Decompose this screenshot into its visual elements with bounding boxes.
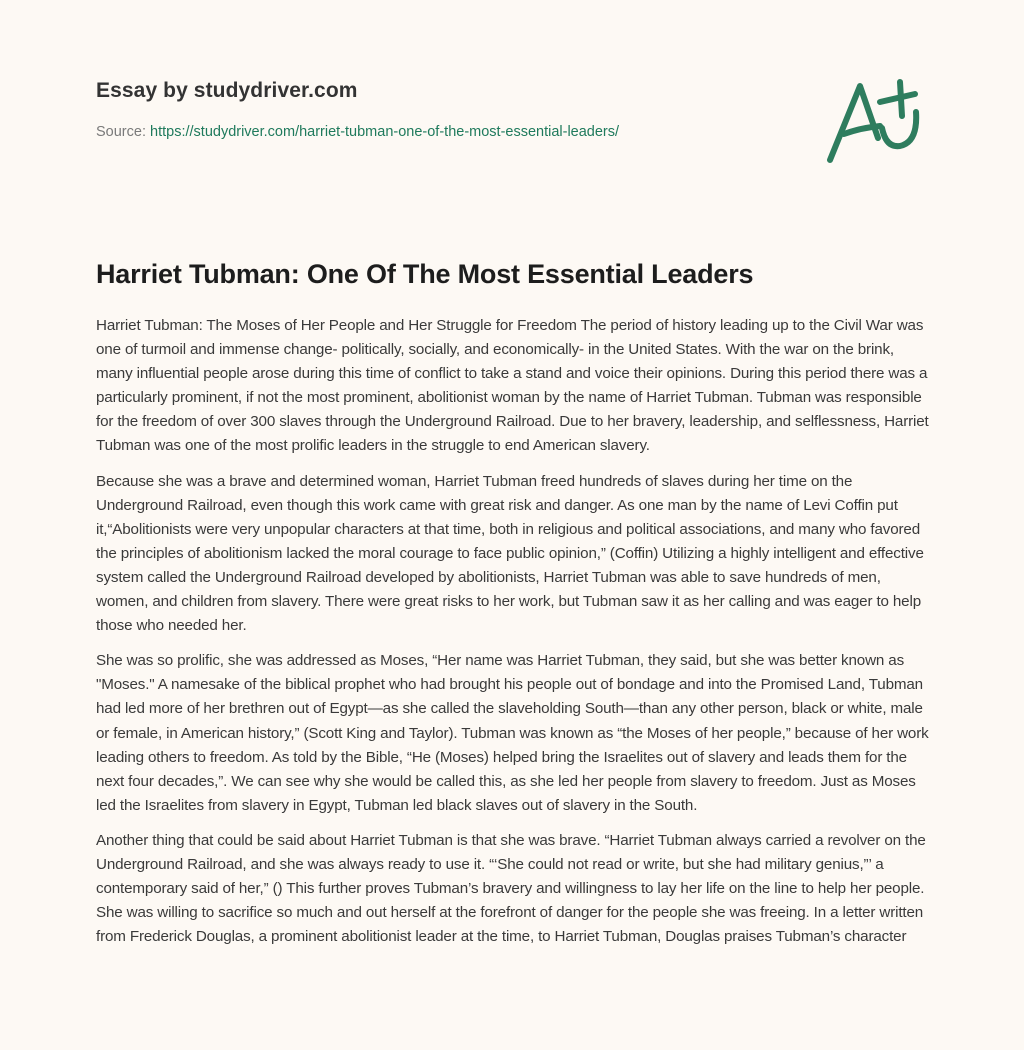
source-link[interactable]: https://studydriver.com/harriet-tubman-one-of-the-most-essential-leaders/ <box>150 124 620 140</box>
source-line <box>96 123 796 141</box>
essay-body <box>96 314 932 960</box>
source-label: Source: <box>96 124 146 140</box>
brand-title: Essay by studydriver.com <box>96 79 358 102</box>
essay-title: Harriet Tubman: One Of The Most Essential Leaders <box>96 259 754 289</box>
a-plus-grade-icon <box>820 66 936 172</box>
essay-paragraph: Another thing that could be said about Harriet Tubman is that she was brave. “Harriet Tubman always carried a revolver on the Underground Railroad, and she was always ready to use it. “‘She could not read or write, but she had military genius,”’ a contemporary said of her,” () This further proves Tubman’s bravery and willingness to lay her life on the line to help her people. She was willing to sacrifice so much and out herself at the forefront of danger for the people she was freeing. In a letter written from Frederick Douglas, a prominent abolitionist leader at the time, to Harriet Tubman, Douglas praises Tubman’s character <box>96 831 926 946</box>
page-header <box>96 78 796 141</box>
essay-paragraph: Harriet Tubman: The Moses of Her People and Her Struggle for Freedom The period of history leading up to the Civil War was one of turmoil and immense change- politically, socially, and economically- in the United States. With the war on the brink, many influential people arose during this time of conflict to take a stand and voice their opinions. During this period there was a particularly prominent, if not the most prominent, abolitionist woman by the name of Harriet Tubman. Tubman was responsible for the freedom of over 300 slaves through the Underground Railroad. Due to her bravery, leadership, and selflessness, Harriet Tubman was one of the most prolific leaders in the struggle to end American slavery. <box>96 317 929 455</box>
essay-paragraph: Because she was a brave and determined woman, Harriet Tubman freed hundreds of slaves during her time on the Underground Railroad, even though this work came with great risk and danger. As one man by the name of Levi Coffin put it,“Abolitionists were very unpopular characters at that time, both in religious and political associations, and many who favored the principles of abolitionism lacked the moral courage to face public opinion,” (Coffin) Utilizing a highly intelligent and effective system called the Underground Railroad developed by abolitionists, Harriet Tubman was able to save hundreds of men, women, and children from slavery. There were great risks to her work, but Tubman saw it as her calling and was eager to help those who needed her. <box>96 472 924 635</box>
essay-paragraph: She was so prolific, she was addressed as Moses, “Her name was Harriet Tubman, they said, but she was better known as "Moses." A namesake of the biblical prophet who had brought his people out of bondage and into the Promised Land, Tubman had led more of her brethren out of Egypt—as she called the slaveholding South—than any other person, black or white, male or female, in American history,” (Scott King and Taylor). Tubman was known as “the Moses of her people,” because of her work leading others to freedom. As told by the Bible, “He (Moses) helped bring the Israelites out of slavery and leads them for the next four decades,”. We can see why she would be called this, as she led her people from slavery to freedom. Just as Moses led the Israelites from slavery in Egypt, Tubman led black slaves out of slavery in the South. <box>96 652 929 814</box>
